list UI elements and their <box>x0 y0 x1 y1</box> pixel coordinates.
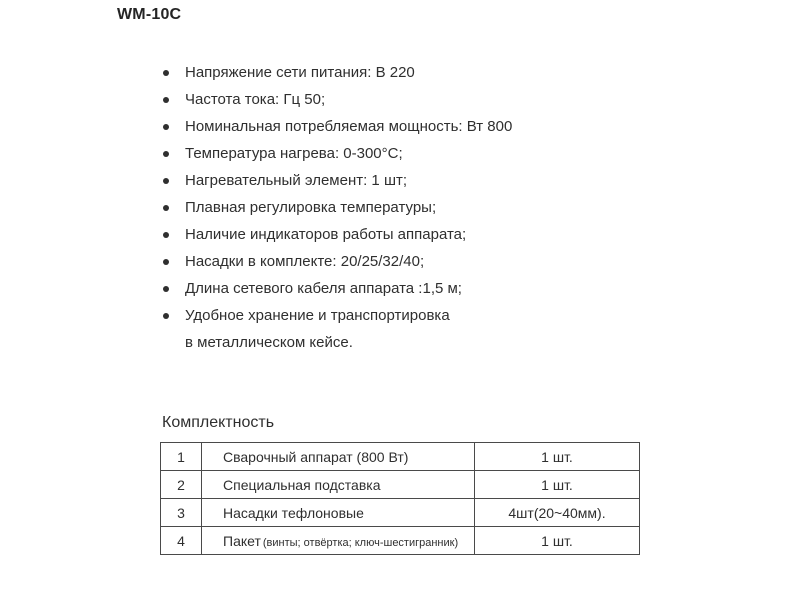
spec-item <box>163 275 593 302</box>
spec-text: Наличие индикаторов работы аппарата; <box>185 226 467 243</box>
table-row <box>161 499 640 527</box>
spec-text: Напряжение сети питания: В 220 <box>185 64 415 81</box>
spec-text: Частота тока: Гц 50; <box>185 91 326 108</box>
item-name: Пакет <box>223 532 261 549</box>
cell-quantity: 1 шт. <box>475 527 640 555</box>
spec-text <box>185 302 450 356</box>
cell-quantity: 1 шт. <box>475 443 640 471</box>
bullet-icon <box>163 248 185 265</box>
item-name: Насадки тефлоновые <box>223 504 364 521</box>
spec-text: Нагревательный элемент: 1 шт; <box>185 172 408 189</box>
cell-item-name <box>202 527 475 555</box>
cell-row-number: 4 <box>161 527 202 555</box>
bullet-icon <box>163 167 185 184</box>
spec-text: Длина сетевого кабеля аппарата :1,5 м; <box>185 280 462 297</box>
spec-item <box>163 86 593 113</box>
spec-item <box>163 221 593 248</box>
bullet-icon <box>163 194 185 211</box>
bullet-icon <box>163 275 185 292</box>
spec-text: Насадки в комплекте: 20/25/32/40; <box>185 253 425 270</box>
table-row <box>161 527 640 555</box>
spec-text: Плавная регулировка температуры; <box>185 199 437 216</box>
table-row <box>161 443 640 471</box>
cell-row-number: 2 <box>161 471 202 499</box>
cell-quantity: 4шт(20~40мм). <box>475 499 640 527</box>
spec-text-line2: в металлическом кейсе. <box>185 334 353 351</box>
spec-item <box>163 302 593 356</box>
bullet-icon <box>163 221 185 238</box>
bullet-icon <box>163 59 185 76</box>
cell-row-number: 3 <box>161 499 202 527</box>
cell-item-name <box>202 471 475 499</box>
item-name: Сварочный аппарат (800 Вт) <box>223 448 409 465</box>
spec-item <box>163 248 593 275</box>
bullet-icon <box>163 140 185 157</box>
spec-text-line1: Удобное хранение и транспортировка <box>185 307 450 324</box>
bullet-icon <box>163 302 185 319</box>
spec-item <box>163 113 593 140</box>
cell-item-name <box>202 499 475 527</box>
bullet-icon <box>163 86 185 103</box>
bullet-icon <box>163 113 185 130</box>
spec-item <box>163 140 593 167</box>
cell-row-number: 1 <box>161 443 202 471</box>
package-heading: Комплектность <box>162 414 275 431</box>
item-name-note: (винты; отвёртка; ключ-шестигранник) <box>262 536 459 549</box>
item-name: Специальная подставка <box>223 476 381 493</box>
cell-quantity: 1 шт. <box>475 471 640 499</box>
spec-list <box>163 59 593 356</box>
spec-item <box>163 167 593 194</box>
spec-item <box>163 59 593 86</box>
spec-item <box>163 194 593 221</box>
spec-text: Температура нагрева: 0-300°С; <box>185 145 403 162</box>
table-row <box>161 471 640 499</box>
cell-item-name <box>202 443 475 471</box>
spec-text: Номинальная потребляемая мощность: Вт 800 <box>185 118 513 135</box>
page-title: WM-10C <box>117 6 182 23</box>
package-table <box>160 442 640 555</box>
